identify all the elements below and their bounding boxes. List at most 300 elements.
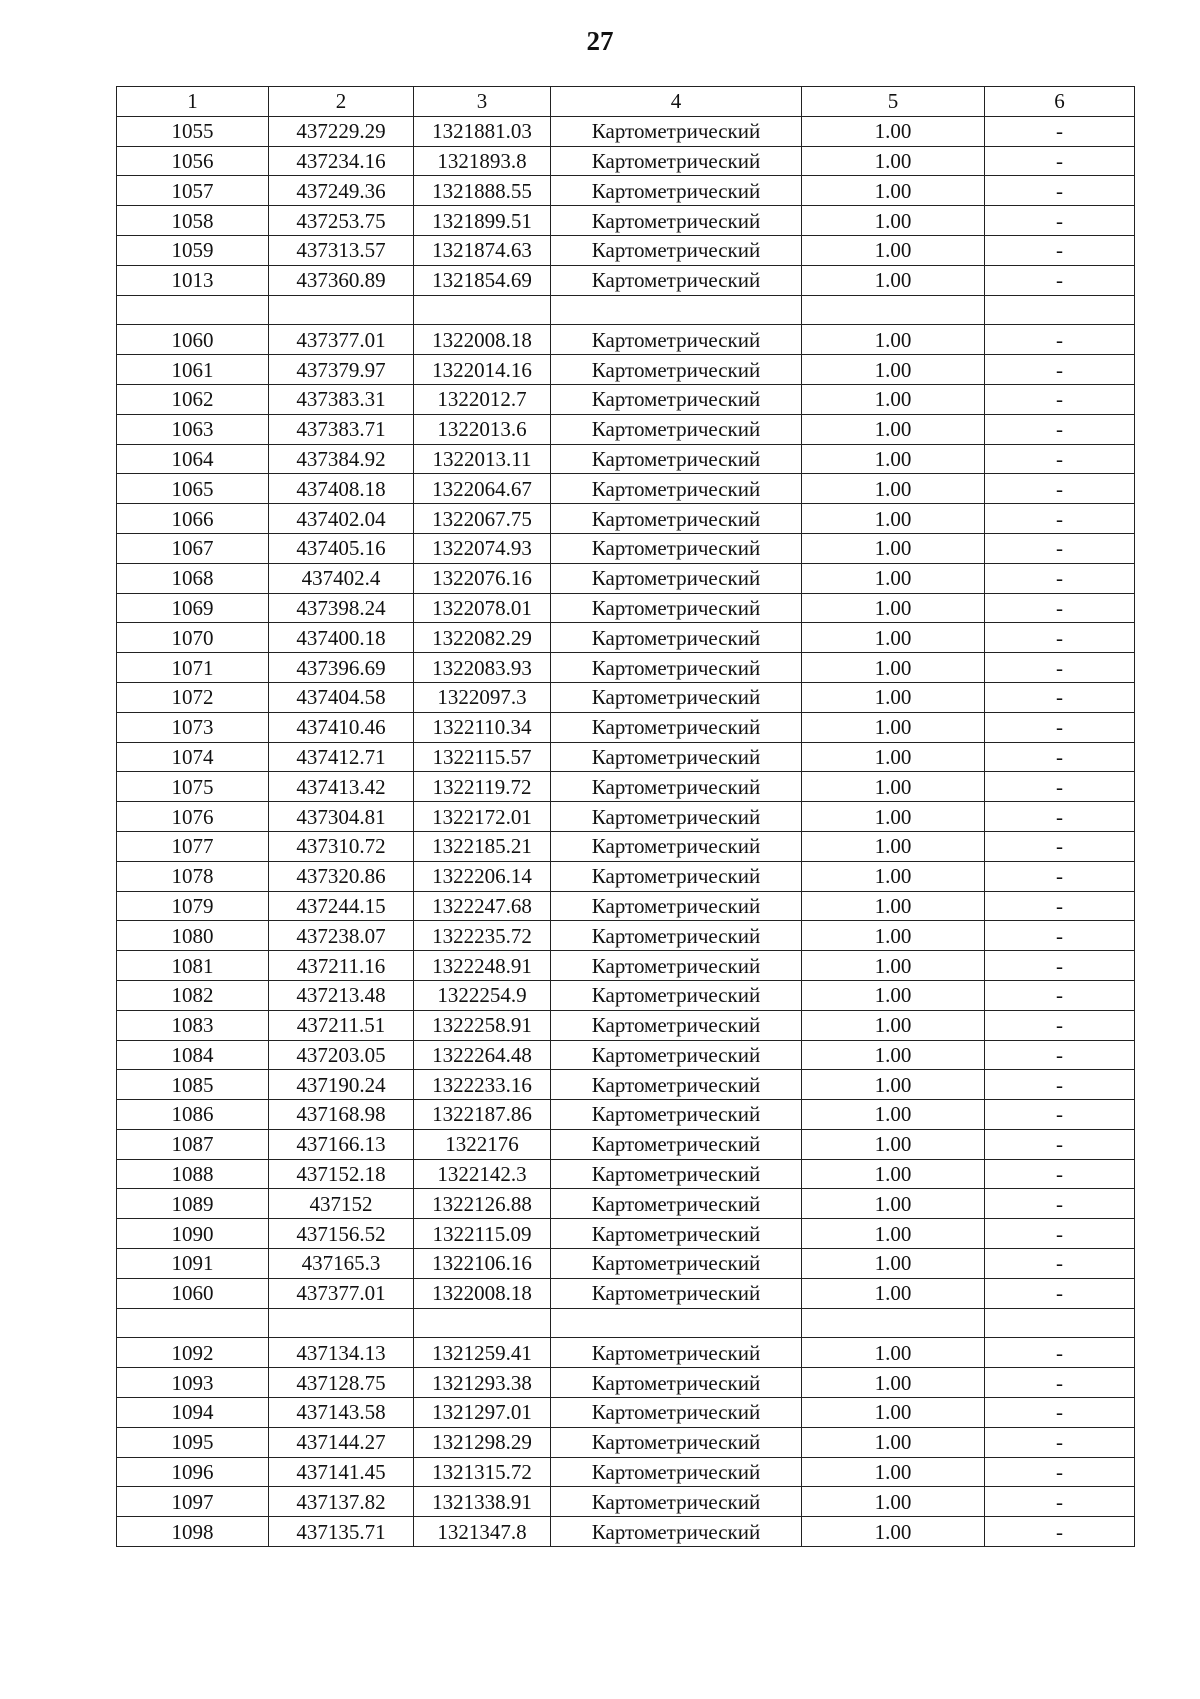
note-cell: - [985,712,1135,742]
x-coordinate-cell: 437404.58 [269,682,414,712]
precision-cell: 1.00 [802,802,985,832]
table-row [117,116,1135,146]
note-cell: - [985,265,1135,295]
note-cell: - [985,414,1135,444]
point-number-cell: 1074 [117,742,269,772]
precision-cell: 1.00 [802,653,985,683]
precision-cell: 1.00 [802,831,985,861]
note-cell: - [985,1159,1135,1189]
y-coordinate-cell: 1321899.51 [414,206,551,236]
header-cell-6: 6 [985,87,1135,117]
precision-cell: 1.00 [802,504,985,534]
x-coordinate-cell: 437383.71 [269,414,414,444]
method-cell: Картометрический [551,325,802,355]
table-row [117,1129,1135,1159]
table-row [117,1368,1135,1398]
header-cell-3: 3 [414,87,551,117]
x-coordinate-cell: 437165.3 [269,1249,414,1279]
precision-cell: 1.00 [802,1278,985,1308]
precision-cell: 1.00 [802,1368,985,1398]
point-number-cell: 1056 [117,146,269,176]
note-cell: - [985,384,1135,414]
table-row [117,653,1135,683]
note-cell: - [985,176,1135,206]
x-coordinate-cell: 437410.46 [269,712,414,742]
table-row [117,682,1135,712]
precision-cell: 1.00 [802,593,985,623]
note-cell: - [985,980,1135,1010]
method-cell: Картометрический [551,831,802,861]
note-cell: - [985,802,1135,832]
method-cell: Картометрический [551,951,802,981]
table-row [117,772,1135,802]
x-coordinate-cell: 437137.82 [269,1487,414,1517]
x-coordinate-cell [269,295,414,325]
point-number-cell: 1091 [117,1249,269,1279]
precision-cell: 1.00 [802,980,985,1010]
point-number-cell: 1082 [117,980,269,1010]
point-number-cell: 1060 [117,325,269,355]
y-coordinate-cell: 1321298.29 [414,1427,551,1457]
note-cell: - [985,682,1135,712]
method-cell: Картометрический [551,1219,802,1249]
y-coordinate-cell: 1321881.03 [414,116,551,146]
point-number-cell: 1061 [117,355,269,385]
point-number-cell: 1068 [117,563,269,593]
table-row [117,1457,1135,1487]
method-cell: Картометрический [551,1249,802,1279]
precision-cell: 1.00 [802,444,985,474]
table-row [117,563,1135,593]
x-coordinate-cell: 437360.89 [269,265,414,295]
point-number-cell: 1069 [117,593,269,623]
note-cell: - [985,1100,1135,1130]
note-cell: - [985,563,1135,593]
table-row [117,325,1135,355]
x-coordinate-cell: 437134.13 [269,1338,414,1368]
precision-cell: 1.00 [802,1010,985,1040]
y-coordinate-cell: 1322176 [414,1129,551,1159]
y-coordinate-cell: 1322067.75 [414,504,551,534]
method-cell: Картометрический [551,444,802,474]
table-row [117,1427,1135,1457]
precision-cell: 1.00 [802,1338,985,1368]
point-number-cell: 1060 [117,1278,269,1308]
point-number-cell: 1063 [117,414,269,444]
y-coordinate-cell: 1321259.41 [414,1338,551,1368]
x-coordinate-cell: 437152 [269,1189,414,1219]
method-cell: Картометрический [551,146,802,176]
method-cell: Картометрический [551,772,802,802]
header-cell-1: 1 [117,87,269,117]
method-cell: Картометрический [551,1129,802,1159]
table-row [117,355,1135,385]
x-coordinate-cell: 437304.81 [269,802,414,832]
precision-cell: 1.00 [802,325,985,355]
point-number-cell: 1094 [117,1398,269,1428]
x-coordinate-cell: 437408.18 [269,474,414,504]
precision-cell: 1.00 [802,384,985,414]
point-number-cell: 1097 [117,1487,269,1517]
y-coordinate-cell: 1322206.14 [414,861,551,891]
y-coordinate-cell: 1322008.18 [414,325,551,355]
method-cell: Картометрический [551,1070,802,1100]
note-cell [985,295,1135,325]
method-cell: Картометрический [551,414,802,444]
x-coordinate-cell: 437152.18 [269,1159,414,1189]
precision-cell [802,1308,985,1338]
precision-cell: 1.00 [802,1398,985,1428]
y-coordinate-cell: 1321297.01 [414,1398,551,1428]
note-cell: - [985,355,1135,385]
table-row [117,802,1135,832]
precision-cell: 1.00 [802,1487,985,1517]
x-coordinate-cell: 437203.05 [269,1040,414,1070]
note-cell: - [985,742,1135,772]
point-number-cell: 1088 [117,1159,269,1189]
y-coordinate-cell: 1322110.34 [414,712,551,742]
precision-cell: 1.00 [802,1189,985,1219]
y-coordinate-cell: 1322013.11 [414,444,551,474]
method-cell: Картометрический [551,1338,802,1368]
x-coordinate-cell: 437402.4 [269,563,414,593]
table-row [117,176,1135,206]
table-row [117,1338,1135,1368]
point-number-cell: 1071 [117,653,269,683]
y-coordinate-cell: 1322248.91 [414,951,551,981]
note-cell: - [985,891,1135,921]
point-number-cell: 1065 [117,474,269,504]
method-cell: Картометрический [551,1368,802,1398]
point-number-cell: 1098 [117,1517,269,1547]
method-cell: Картометрический [551,1278,802,1308]
precision-cell: 1.00 [802,891,985,921]
point-number-cell [117,295,269,325]
x-coordinate-cell: 437320.86 [269,861,414,891]
note-cell: - [985,504,1135,534]
precision-cell: 1.00 [802,1070,985,1100]
precision-cell: 1.00 [802,235,985,265]
y-coordinate-cell [414,295,551,325]
y-coordinate-cell: 1322258.91 [414,1010,551,1040]
x-coordinate-cell: 437156.52 [269,1219,414,1249]
x-coordinate-cell: 437190.24 [269,1070,414,1100]
method-cell: Картометрический [551,653,802,683]
x-coordinate-cell: 437213.48 [269,980,414,1010]
point-number-cell: 1057 [117,176,269,206]
x-coordinate-cell: 437253.75 [269,206,414,236]
y-coordinate-cell: 1322076.16 [414,563,551,593]
x-coordinate-cell: 437383.31 [269,384,414,414]
table-row [117,951,1135,981]
note-cell: - [985,593,1135,623]
x-coordinate-cell: 437313.57 [269,235,414,265]
x-coordinate-cell: 437310.72 [269,831,414,861]
note-cell: - [985,1398,1135,1428]
table-row [117,504,1135,534]
note-cell: - [985,1368,1135,1398]
y-coordinate-cell: 1322115.09 [414,1219,551,1249]
precision-cell: 1.00 [802,116,985,146]
table-row [117,921,1135,951]
coordinates-table [116,86,1135,1547]
table-row [117,206,1135,236]
x-coordinate-cell: 437211.51 [269,1010,414,1040]
note-cell: - [985,623,1135,653]
table-row [117,861,1135,891]
precision-cell: 1.00 [802,1427,985,1457]
y-coordinate-cell: 1321854.69 [414,265,551,295]
method-cell: Картометрический [551,1487,802,1517]
table-row [117,1517,1135,1547]
table-row [117,414,1135,444]
table-header-row [117,87,1135,117]
x-coordinate-cell: 437135.71 [269,1517,414,1547]
method-cell: Картометрический [551,742,802,772]
note-cell: - [985,831,1135,861]
note-cell: - [985,1517,1135,1547]
y-coordinate-cell: 1321293.38 [414,1368,551,1398]
method-cell: Картометрический [551,682,802,712]
x-coordinate-cell: 437377.01 [269,325,414,355]
note-cell: - [985,861,1135,891]
table-row [117,1308,1135,1338]
x-coordinate-cell: 437379.97 [269,355,414,385]
note-cell: - [985,1040,1135,1070]
method-cell: Картометрический [551,1100,802,1130]
point-number-cell [117,1308,269,1338]
precision-cell: 1.00 [802,265,985,295]
x-coordinate-cell: 437249.36 [269,176,414,206]
header-cell-2: 2 [269,87,414,117]
note-cell: - [985,921,1135,951]
y-coordinate-cell: 1321315.72 [414,1457,551,1487]
point-number-cell: 1085 [117,1070,269,1100]
table-row [117,1189,1135,1219]
table-row [117,1159,1135,1189]
note-cell: - [985,1338,1135,1368]
x-coordinate-cell [269,1308,414,1338]
point-number-cell: 1064 [117,444,269,474]
method-cell: Картометрический [551,504,802,534]
point-number-cell: 1055 [117,116,269,146]
point-number-cell: 1058 [117,206,269,236]
table-row [117,533,1135,563]
x-coordinate-cell: 437229.29 [269,116,414,146]
note-cell: - [985,1129,1135,1159]
y-coordinate-cell: 1322115.57 [414,742,551,772]
method-cell: Картометрический [551,891,802,921]
table-row [117,384,1135,414]
x-coordinate-cell: 437234.16 [269,146,414,176]
note-cell: - [985,1487,1135,1517]
y-coordinate-cell: 1321874.63 [414,235,551,265]
y-coordinate-cell: 1322064.67 [414,474,551,504]
y-coordinate-cell: 1322082.29 [414,623,551,653]
precision-cell: 1.00 [802,742,985,772]
y-coordinate-cell: 1322097.3 [414,682,551,712]
table-row [117,1070,1135,1100]
x-coordinate-cell: 437168.98 [269,1100,414,1130]
precision-cell: 1.00 [802,682,985,712]
table-row [117,295,1135,325]
table-row [117,891,1135,921]
y-coordinate-cell: 1322172.01 [414,802,551,832]
point-number-cell: 1066 [117,504,269,534]
table-row [117,1398,1135,1428]
point-number-cell: 1077 [117,831,269,861]
x-coordinate-cell: 437398.24 [269,593,414,623]
point-number-cell: 1080 [117,921,269,951]
precision-cell: 1.00 [802,414,985,444]
method-cell: Картометрический [551,1159,802,1189]
method-cell: Картометрический [551,116,802,146]
precision-cell: 1.00 [802,1249,985,1279]
precision-cell: 1.00 [802,206,985,236]
point-number-cell: 1092 [117,1338,269,1368]
method-cell: Картометрический [551,861,802,891]
method-cell: Картометрический [551,1517,802,1547]
table-row [117,623,1135,653]
precision-cell: 1.00 [802,146,985,176]
point-number-cell: 1087 [117,1129,269,1159]
table-body [117,87,1135,1547]
point-number-cell: 1095 [117,1427,269,1457]
x-coordinate-cell: 437412.71 [269,742,414,772]
point-number-cell: 1083 [117,1010,269,1040]
point-number-cell: 1075 [117,772,269,802]
method-cell: Картометрический [551,1457,802,1487]
point-number-cell: 1089 [117,1189,269,1219]
precision-cell: 1.00 [802,861,985,891]
method-cell: Картометрический [551,474,802,504]
note-cell: - [985,1427,1135,1457]
y-coordinate-cell: 1322233.16 [414,1070,551,1100]
method-cell: Картометрический [551,533,802,563]
method-cell: Картометрический [551,1398,802,1428]
precision-cell: 1.00 [802,355,985,385]
method-cell: Картометрический [551,593,802,623]
precision-cell: 1.00 [802,1457,985,1487]
table-row [117,1010,1135,1040]
y-coordinate-cell: 1322142.3 [414,1159,551,1189]
header-cell-5: 5 [802,87,985,117]
note-cell: - [985,146,1135,176]
point-number-cell: 1062 [117,384,269,414]
y-coordinate-cell: 1322008.18 [414,1278,551,1308]
table-row [117,712,1135,742]
method-cell: Картометрический [551,206,802,236]
precision-cell: 1.00 [802,1219,985,1249]
table-row [117,1219,1135,1249]
note-cell: - [985,1278,1135,1308]
method-cell: Картометрический [551,921,802,951]
y-coordinate-cell: 1322254.9 [414,980,551,1010]
method-cell: Картометрический [551,1010,802,1040]
precision-cell: 1.00 [802,1159,985,1189]
method-cell [551,1308,802,1338]
y-coordinate-cell: 1322083.93 [414,653,551,683]
x-coordinate-cell: 437405.16 [269,533,414,563]
y-coordinate-cell: 1322014.16 [414,355,551,385]
x-coordinate-cell: 437377.01 [269,1278,414,1308]
point-number-cell: 1059 [117,235,269,265]
x-coordinate-cell: 437211.16 [269,951,414,981]
note-cell: - [985,1070,1135,1100]
note-cell [985,1308,1135,1338]
note-cell: - [985,325,1135,355]
x-coordinate-cell: 437141.45 [269,1457,414,1487]
y-coordinate-cell: 1321893.8 [414,146,551,176]
y-coordinate-cell: 1321888.55 [414,176,551,206]
table-row [117,1249,1135,1279]
note-cell: - [985,1219,1135,1249]
x-coordinate-cell: 437238.07 [269,921,414,951]
point-number-cell: 1084 [117,1040,269,1070]
precision-cell: 1.00 [802,1100,985,1130]
method-cell: Картометрический [551,355,802,385]
method-cell: Картометрический [551,980,802,1010]
method-cell: Картометрический [551,623,802,653]
x-coordinate-cell: 437396.69 [269,653,414,683]
y-coordinate-cell: 1322185.21 [414,831,551,861]
note-cell: - [985,474,1135,504]
precision-cell: 1.00 [802,772,985,802]
precision-cell: 1.00 [802,623,985,653]
method-cell: Картометрический [551,1427,802,1457]
method-cell: Картометрический [551,563,802,593]
y-coordinate-cell: 1321347.8 [414,1517,551,1547]
precision-cell: 1.00 [802,474,985,504]
table-row [117,1278,1135,1308]
table-row [117,1040,1135,1070]
precision-cell: 1.00 [802,563,985,593]
y-coordinate-cell: 1322012.7 [414,384,551,414]
point-number-cell: 1081 [117,951,269,981]
x-coordinate-cell: 437400.18 [269,623,414,653]
note-cell: - [985,1189,1135,1219]
method-cell [551,295,802,325]
note-cell: - [985,1457,1135,1487]
y-coordinate-cell: 1322106.16 [414,1249,551,1279]
x-coordinate-cell: 437166.13 [269,1129,414,1159]
precision-cell: 1.00 [802,533,985,563]
point-number-cell: 1067 [117,533,269,563]
table-row [117,831,1135,861]
note-cell: - [985,116,1135,146]
point-number-cell: 1013 [117,265,269,295]
point-number-cell: 1070 [117,623,269,653]
note-cell: - [985,235,1135,265]
y-coordinate-cell: 1322013.6 [414,414,551,444]
precision-cell: 1.00 [802,1517,985,1547]
y-coordinate-cell: 1321338.91 [414,1487,551,1517]
precision-cell: 1.00 [802,1129,985,1159]
x-coordinate-cell: 437413.42 [269,772,414,802]
note-cell: - [985,772,1135,802]
x-coordinate-cell: 437143.58 [269,1398,414,1428]
header-cell-4: 4 [551,87,802,117]
table-row [117,444,1135,474]
x-coordinate-cell: 437144.27 [269,1427,414,1457]
page-number: 27 [586,26,614,56]
point-number-cell: 1073 [117,712,269,742]
y-coordinate-cell: 1322126.88 [414,1189,551,1219]
point-number-cell: 1096 [117,1457,269,1487]
y-coordinate-cell: 1322078.01 [414,593,551,623]
y-coordinate-cell: 1322074.93 [414,533,551,563]
precision-cell: 1.00 [802,1040,985,1070]
